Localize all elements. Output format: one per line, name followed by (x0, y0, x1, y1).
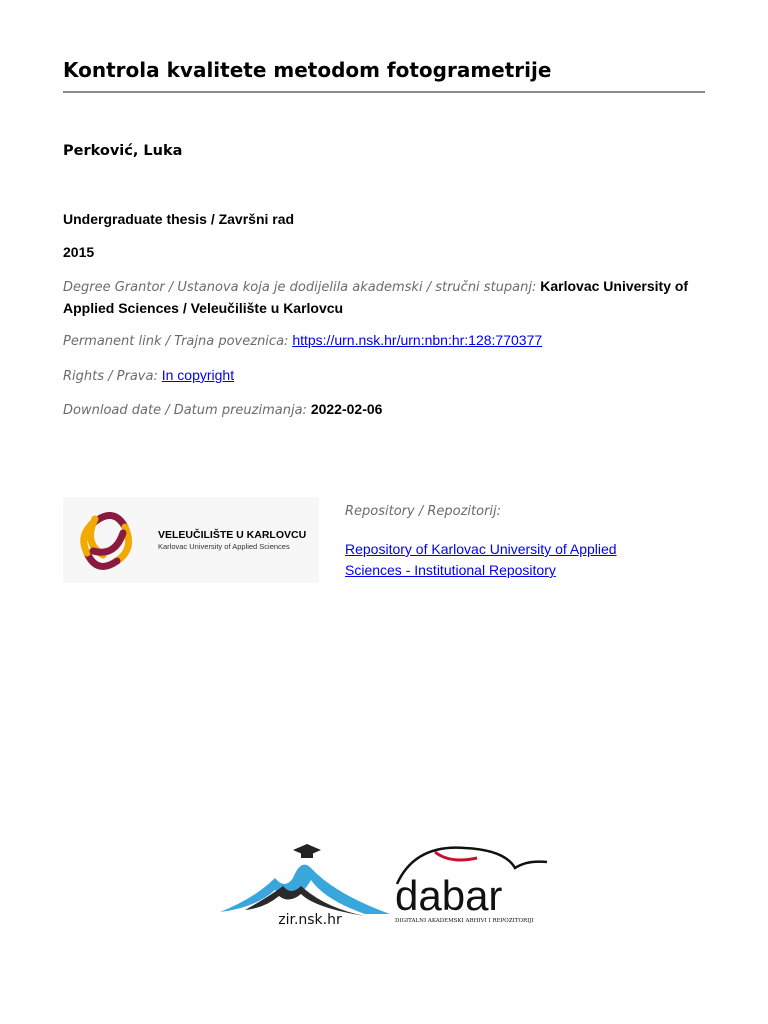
institution-emblem-icon (63, 497, 153, 583)
repository-label: Repository / Repozitorij: (345, 504, 502, 519)
permalink-row (63, 330, 703, 352)
rights-label: Rights / Prava: (63, 369, 158, 384)
dabar-text: dabar (395, 872, 503, 919)
document-author: Perković, Luka (63, 143, 183, 159)
permalink-link[interactable]: https://urn.nsk.hr/urn:nbn:hr:128:770377 (292, 332, 543, 348)
rights-row (63, 365, 703, 387)
zir-dabar-logo (215, 838, 555, 930)
permalink-label: Permanent link / Trajna poveznica: (63, 334, 289, 349)
degree-grantor-value: Karlovac University of Applied Sciences / Veleučilište u Karlovcu (63, 278, 689, 316)
zir-mountain-icon (220, 865, 390, 914)
download-date-row (63, 399, 703, 421)
download-date-value: 2022-02-06 (310, 401, 383, 417)
zir-text: zir.nsk.hr (278, 912, 342, 928)
institution-subtitle: Karlovac University of Applied Sciences (158, 542, 290, 551)
institution-name: VELEUČILIŠTE U KARLOVCU (158, 529, 307, 541)
institution-logo (63, 497, 319, 583)
degree-grantor-row (63, 276, 703, 319)
dabar-subtitle: DIGITALNI AKADEMSKI ARHIVI I REPOZITORIJI (395, 918, 534, 924)
document-year: 2015 (63, 244, 95, 260)
repository-link[interactable]: Repository of Karlovac University of Applied Sciences - Institutional Repository (345, 541, 617, 578)
download-date-label: Download date / Datum preuzimanja: (63, 403, 307, 418)
rights-link[interactable]: In copyright (161, 367, 235, 383)
footer-logos (215, 838, 555, 930)
document-type: Undergraduate thesis / Završni rad (63, 211, 295, 227)
degree-grantor-label: Degree Grantor / Ustanova koja je dodijelila akademski / stručni stupanj: (63, 280, 537, 295)
title-divider (63, 91, 705, 93)
document-title: Kontrola kvalitete metodom fotogrametrije (63, 58, 552, 82)
